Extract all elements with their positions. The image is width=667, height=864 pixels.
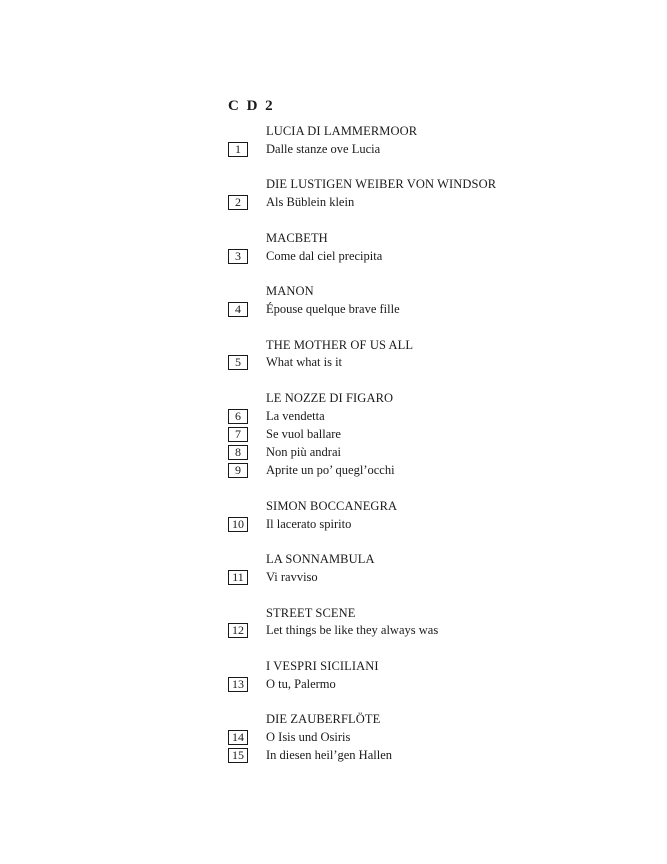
track-row (228, 515, 648, 533)
track-row (228, 425, 648, 443)
work-title: THE MOTHER OF US ALL (266, 337, 414, 352)
work-title: MACBETH (266, 230, 328, 245)
work-entry (228, 550, 648, 586)
track-number-box: 13 (228, 677, 248, 692)
track-number-box: 1 (228, 142, 248, 157)
work-title: SIMON BOCCANEGRA (266, 498, 398, 513)
work-entry (228, 229, 648, 265)
track-number-box: 7 (228, 427, 248, 442)
work-title: I VESPRI SICILIANI (266, 658, 379, 673)
track-row (228, 407, 648, 425)
track-number-box: 4 (228, 302, 248, 317)
cd-heading: C D 2 (228, 98, 275, 114)
track-row (228, 462, 648, 480)
track-number-box: 12 (228, 623, 248, 638)
track-listing (228, 122, 648, 782)
track-number-box: 15 (228, 748, 248, 763)
track-row (228, 443, 648, 461)
track-number-box: 5 (228, 355, 248, 370)
work-entry (228, 710, 648, 765)
track-row (228, 140, 648, 158)
track-row (228, 729, 648, 747)
track-name: Il lacerato spirito (266, 516, 352, 531)
track-number-box: 11 (228, 570, 248, 585)
track-row (228, 194, 648, 212)
track-row (228, 675, 648, 693)
track-number-box: 3 (228, 249, 248, 264)
work-title: DIE LUSTIGEN WEIBER VON WINDSOR (266, 177, 497, 192)
work-title: STREET SCENE (266, 605, 356, 620)
work-title: DIE ZAUBERFLÖTE (266, 712, 381, 727)
work-title: LE NOZZE DI FIGARO (266, 390, 394, 405)
track-number-box: 6 (228, 409, 248, 424)
track-name: La vendetta (266, 408, 325, 423)
work-entry (228, 175, 648, 211)
track-name: Let things be like they always was (266, 623, 439, 638)
track-name: Als Büblein klein (266, 195, 355, 210)
track-row (228, 747, 648, 765)
work-entry (228, 336, 648, 372)
track-row (228, 247, 648, 265)
work-entry (228, 657, 648, 693)
track-row (228, 300, 648, 318)
track-name: Se vuol ballare (266, 426, 341, 441)
track-name: O Isis und Osiris (266, 730, 351, 745)
work-entry (228, 389, 648, 480)
work-entry (228, 497, 648, 533)
track-number-box: 9 (228, 463, 248, 478)
track-number-box: 2 (228, 195, 248, 210)
work-title: LUCIA DI LAMMERMOOR (266, 124, 418, 138)
track-row (228, 354, 648, 372)
track-name: Épouse quelque brave fille (266, 301, 400, 316)
work-entry (228, 604, 648, 640)
track-name: O tu, Palermo (266, 676, 336, 691)
track-name: Non più andrai (266, 445, 341, 460)
track-name: Come dal ciel precipita (266, 248, 383, 263)
track-row (228, 568, 648, 586)
track-row (228, 622, 648, 640)
work-entry (228, 282, 648, 318)
track-name: Dalle stanze ove Lucia (266, 141, 381, 156)
work-entry (228, 122, 648, 158)
track-number-box: 14 (228, 730, 248, 745)
track-number-box: 8 (228, 445, 248, 460)
track-name: Vi ravviso (266, 569, 318, 584)
work-title: LA SONNAMBULA (266, 552, 375, 567)
track-name: Aprite un po’ quegl’occhi (266, 463, 395, 478)
work-title: MANON (266, 284, 314, 299)
track-number-box: 10 (228, 517, 248, 532)
track-name: What what is it (266, 355, 343, 370)
track-name: In diesen heil’gen Hallen (266, 748, 392, 763)
